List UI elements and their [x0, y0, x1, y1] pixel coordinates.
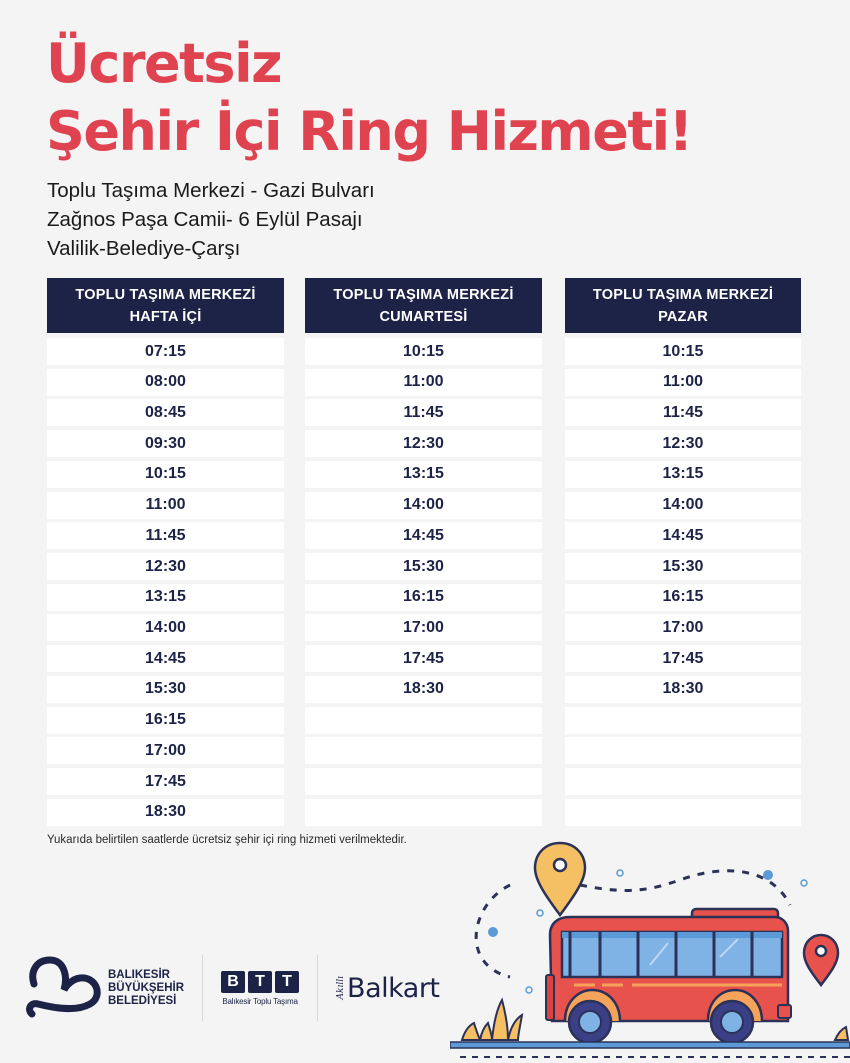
time-cell: 11:00	[305, 369, 542, 396]
time-cell: 11:00	[565, 369, 801, 396]
schedule-column-weekday	[47, 278, 284, 830]
route-dot-icon	[763, 870, 773, 880]
column-header	[305, 278, 542, 333]
route-description	[47, 176, 375, 263]
logo-divider	[317, 955, 318, 1021]
time-cell: 12:30	[565, 430, 801, 457]
time-cell: 13:15	[305, 461, 542, 488]
time-cell-empty	[305, 737, 542, 764]
time-cell: 11:45	[47, 522, 284, 549]
logo-divider	[202, 955, 203, 1021]
time-cell: 15:30	[305, 553, 542, 580]
title-line-1: Ücretsiz	[46, 32, 282, 95]
bbb-line1: BALIKESİR	[108, 968, 170, 981]
time-cell: 18:30	[565, 676, 801, 703]
time-cell: 16:15	[565, 584, 801, 611]
time-cell: 11:45	[565, 399, 801, 426]
column-header-line1: TOPLU TAŞIMA MERKEZİ	[75, 286, 256, 303]
logo-bar	[24, 948, 440, 1028]
column-header-line2: PAZAR	[658, 308, 708, 325]
page-title	[46, 30, 692, 166]
column-header	[47, 278, 284, 333]
time-cell: 17:45	[305, 645, 542, 672]
heart-b-logo-icon	[24, 952, 102, 1024]
time-cell: 12:30	[305, 430, 542, 457]
time-cell: 13:15	[565, 461, 801, 488]
btt-logo	[221, 971, 299, 1006]
time-cell-empty	[305, 799, 542, 826]
time-cell: 10:15	[565, 338, 801, 365]
route-dot-icon	[488, 927, 498, 937]
route-line: Toplu Taşıma Merkezi - Gazi Bulvarı	[47, 179, 375, 202]
time-cell: 08:45	[47, 399, 284, 426]
time-cell: 16:15	[47, 707, 284, 734]
time-cell-empty	[565, 707, 801, 734]
bus-icon	[546, 909, 791, 1043]
time-cell: 14:45	[47, 645, 284, 672]
time-cell: 14:00	[47, 614, 284, 641]
time-cell: 14:45	[565, 522, 801, 549]
column-header-line1: TOPLU TAŞIMA MERKEZİ	[592, 286, 774, 303]
time-cell: 14:00	[565, 492, 801, 519]
time-cell: 11:00	[47, 492, 284, 519]
time-cell: 14:45	[305, 522, 542, 549]
balkart-logo	[336, 973, 439, 1004]
route-line: Valilik-Belediye-Çarşı	[47, 237, 241, 260]
bus-illustration	[450, 835, 850, 1063]
title-line-2: Şehir İçi Ring Hizmeti!	[46, 100, 692, 163]
time-cell-empty	[565, 768, 801, 795]
btt-letter: T	[275, 971, 299, 993]
time-cell: 17:00	[47, 737, 284, 764]
time-cell-empty	[305, 768, 542, 795]
btt-letter: B	[221, 971, 245, 993]
balikesir-municipality-logo	[24, 952, 184, 1024]
time-cell: 13:15	[47, 584, 284, 611]
schedule-column-saturday	[305, 278, 542, 830]
column-header	[565, 278, 801, 333]
time-cell: 07:15	[47, 338, 284, 365]
column-header-line2: HAFTA İÇİ	[129, 308, 202, 325]
time-cell-empty	[565, 799, 801, 826]
map-pin-icon	[804, 935, 838, 985]
time-cell: 17:00	[305, 614, 542, 641]
time-cell-empty	[305, 707, 542, 734]
time-cell: 18:30	[305, 676, 542, 703]
time-cell: 15:30	[565, 553, 801, 580]
balkart-name: Balkart	[347, 972, 440, 1004]
time-cell: 17:00	[565, 614, 801, 641]
balkart-prefix: Akıllı	[336, 976, 347, 1000]
time-cell: 18:30	[47, 799, 284, 826]
time-cell: 14:00	[305, 492, 542, 519]
time-cell: 17:45	[565, 645, 801, 672]
btt-subtitle: Balıkesir Toplu Taşıma	[222, 996, 298, 1006]
road	[450, 1042, 850, 1048]
time-cell-empty	[565, 737, 801, 764]
time-cell: 08:00	[47, 369, 284, 396]
time-cell: 10:15	[305, 338, 542, 365]
column-header-line2: CUMARTESİ	[379, 308, 468, 325]
time-cell: 15:30	[47, 676, 284, 703]
time-cell: 16:15	[305, 584, 542, 611]
btt-letter: T	[248, 971, 272, 993]
bbb-line3: BELEDİYESİ	[108, 994, 177, 1007]
map-pin-icon	[535, 843, 585, 915]
column-header-line1: TOPLU TAŞIMA MERKEZİ	[333, 286, 514, 303]
time-cell: 09:30	[47, 430, 284, 457]
bbb-line2: BÜYÜKŞEHİR	[108, 981, 185, 994]
schedule-column-sunday	[565, 278, 801, 830]
route-line: Zağnos Paşa Camii- 6 Eylül Pasajı	[47, 208, 363, 231]
footnote: Yukarıda belirtilen saatlerde ücretsiz şehir içi ring hizmeti verilmektedir.	[47, 834, 407, 846]
time-cell: 11:45	[305, 399, 542, 426]
time-cell: 10:15	[47, 461, 284, 488]
time-cell: 17:45	[47, 768, 284, 795]
time-cell: 12:30	[47, 553, 284, 580]
